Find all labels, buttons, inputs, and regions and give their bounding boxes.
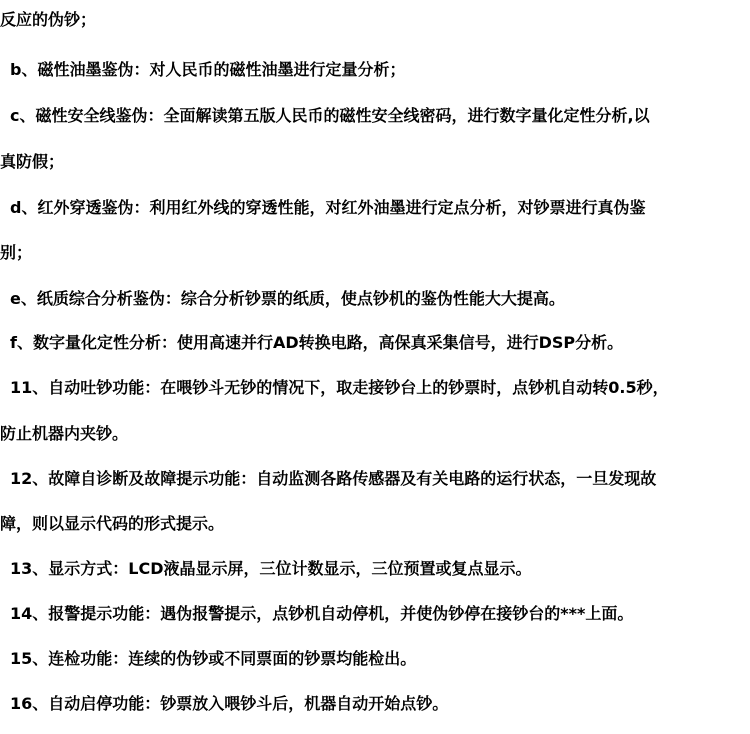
text-line: b、磁性油墨鉴伪：对人民币的磁性油墨进行定量分析；	[10, 60, 406, 79]
text-line: 障，则以显示代码的形式提示。	[0, 514, 225, 533]
text-line: e、纸质综合分析鉴伪：综合分析钞票的纸质，使点钞机的鉴伪性能大大提高。	[10, 289, 565, 308]
text-line: d、红外穿透鉴伪：利用红外线的穿透性能，对红外油墨进行定点分析，对钞票进行真伪鉴	[10, 198, 646, 217]
text-line: 16、自动启停功能：钞票放入喂钞斗后，机器自动开始点钞。	[10, 694, 449, 713]
text-line: 反应的伪钞；	[0, 10, 97, 29]
text-line: 14、报警提示功能：遇伪报警提示，点钞机自动停机，并使伪钞停在接钞台的***上面。	[10, 604, 634, 623]
text-line: 别；	[0, 243, 33, 262]
text-line: 13、显示方式：LCD液晶显示屏，三位计数显示，三位预置或复点显示。	[10, 559, 532, 578]
text-line: c、磁性安全线鉴伪：全面解读第五版人民币的磁性安全线密码，进行数字量化定性分析,以	[10, 106, 650, 125]
text-line: 防止机器内夹钞。	[0, 424, 129, 443]
text-line: 真防假；	[0, 152, 65, 171]
text-line: f、数字量化定性分析：使用高速并行AD转换电路，高保真采集信号，进行DSP分析。	[10, 333, 624, 352]
text-line: 15、连检功能：连续的伪钞或不同票面的钞票均能检出。	[10, 649, 417, 668]
text-line: 11、自动吐钞功能：在喂钞斗无钞的情况下，取走接钞台上的钞票时，点钞机自动转0.5秒，	[10, 378, 669, 397]
text-line: 12、故障自诊断及故障提示功能：自动监测各路传感器及有关电路的运行状态，一旦发现故	[10, 469, 657, 488]
